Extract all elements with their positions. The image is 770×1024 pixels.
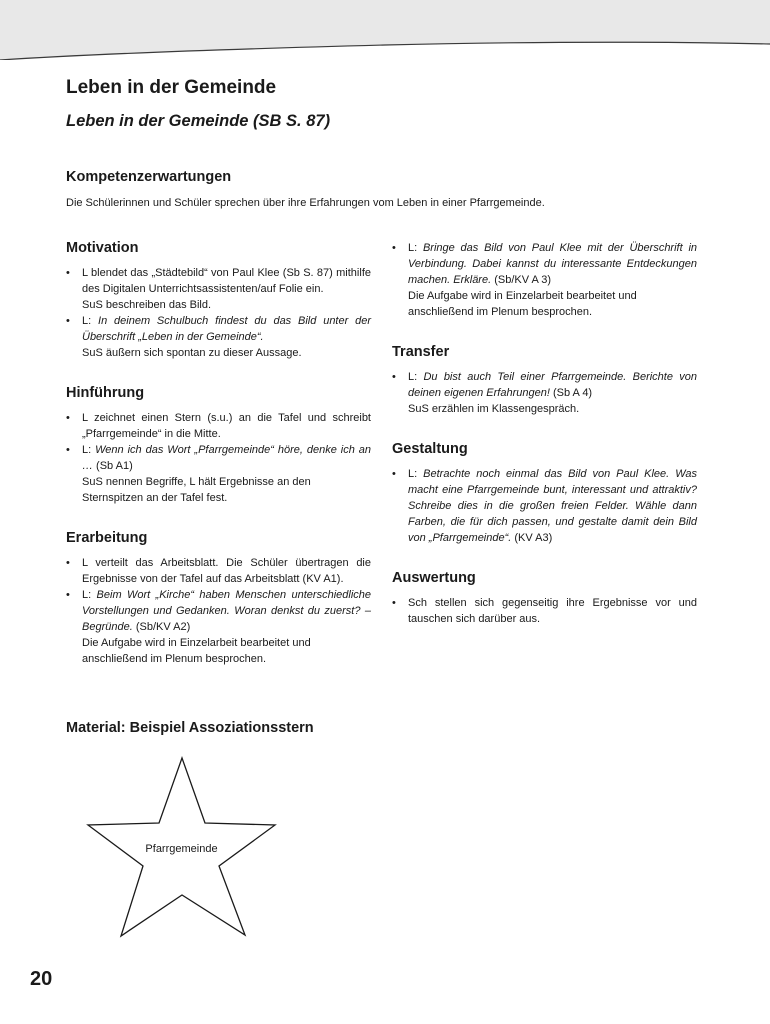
list-item: [66, 442, 371, 506]
list-item: [392, 369, 697, 417]
erarbeitung-continued-list: [392, 240, 697, 320]
page-title: Leben in der Gemeinde: [66, 77, 277, 98]
item-followup: Die Aufgabe wird in Einzelarbeit bearbeitet und anschließend im Plenum besprochen.: [408, 290, 637, 318]
item-followup: SuS beschreiben das Bild.: [82, 299, 212, 311]
list-item: [66, 555, 371, 587]
item-text: L verteilt das Arbeitsblatt. Die Schüler übertragen die Ergebnisse von der Tafel auf das Arbeitsblatt (KV A1).: [82, 557, 371, 585]
motivation-heading: Motivation: [66, 240, 139, 256]
competence-heading: Kompetenzerwartungen: [66, 169, 232, 185]
transfer-heading: Transfer: [392, 344, 450, 360]
page-number: 20: [30, 968, 53, 990]
star-label: Pfarrgemeinde: [145, 843, 218, 855]
auswertung-heading: Auswertung: [392, 570, 476, 586]
gestaltung-list: [392, 466, 697, 546]
list-item: [66, 410, 371, 442]
item-task: Wenn ich das Wort „Pfarrgemeinde“ höre, denke ich an …: [82, 444, 371, 472]
list-item: [392, 595, 697, 627]
hinfuehrung-list: [66, 410, 371, 506]
erarbeitung-list: [66, 555, 371, 667]
item-followup: SuS nennen Begriffe, L hält Ergebnisse an den Sternspitzen an der Tafel fest.: [82, 476, 311, 504]
right-column: [392, 240, 697, 649]
item-text: L zeichnet einen Stern (s.u.) an die Tafel und schreibt „Pfarrgemeinde“ in die Mitte.: [82, 412, 371, 440]
item-task: Bringe das Bild von Paul Klee mit der Überschrift in Verbindung. Dabei kannst du interessante Entdeckungen machen. Erkläre.: [408, 242, 697, 286]
item-reference: (Sb A 4): [549, 387, 593, 399]
item-followup: SuS äußern sich spontan zu dieser Aussage.: [82, 347, 302, 359]
item-task: Beim Wort „Kirche“ haben Menschen unterschiedliche Vorstellungen und Gedanken. Woran denkst du zuerst? – Begründe.: [82, 589, 371, 633]
top-band-decoration: [0, 0, 770, 60]
item-prefix: L:: [408, 468, 424, 480]
item-reference: (KV A3): [511, 532, 553, 544]
item-task: In deinem Schulbuch findest du das Bild unter der Überschrift „Leben in der Gemeinde“.: [82, 315, 372, 343]
auswertung-list: [392, 595, 697, 627]
competence-text: Die Schülerinnen und Schüler sprechen über ihre Erfahrungen vom Leben in einer Pfarrgemeinde.: [66, 197, 545, 209]
material-heading: Material: Beispiel Assoziationsstern: [66, 720, 314, 736]
item-reference: (Sb/KV A2): [132, 621, 191, 633]
item-followup: Die Aufgabe wird in Einzelarbeit bearbeitet und anschließend im Plenum besprochen.: [82, 637, 311, 665]
item-text: Sch stellen sich gegenseitig ihre Ergebnisse vor und tauschen sich darüber aus.: [408, 597, 697, 625]
hinfuehrung-heading: Hinführung: [66, 385, 145, 401]
item-prefix: L:: [408, 242, 423, 254]
left-column: [66, 238, 371, 689]
section-hinfuehrung: [66, 383, 371, 506]
list-item: [66, 587, 371, 667]
section-transfer: [392, 342, 697, 417]
section-erarbeitung: [66, 528, 371, 667]
list-item: [66, 313, 371, 361]
list-item: [392, 466, 697, 546]
item-reference: (Sb A1): [93, 460, 133, 472]
erarbeitung-heading: Erarbeitung: [66, 530, 148, 546]
list-item: [392, 240, 697, 320]
item-followup: SuS erzählen im Klassengespräch.: [408, 403, 580, 415]
item-task: Betrachte noch einmal das Bild von Paul Klee. Was macht eine Pfarrgemeinde bunt, interessant und attraktiv? Schreibe dies in die großen freien Felder. Wähle dann Farben, die für dich passen, und gestalte damit dein Bild von „Pfarrgemeinde“.: [408, 468, 697, 544]
transfer-list: [392, 369, 697, 417]
list-item: [66, 265, 371, 313]
item-task: Du bist auch Teil einer Pfarrgemeinde. Berichte von deinen eigenen Erfahrungen!: [408, 371, 697, 399]
item-prefix: L:: [82, 589, 97, 601]
gestaltung-heading: Gestaltung: [392, 441, 468, 457]
section-erarbeitung-continued: [392, 240, 697, 320]
item-prefix: L:: [82, 444, 96, 456]
section-motivation: [66, 238, 371, 361]
section-gestaltung: [392, 439, 697, 546]
item-reference: (Sb/KV A 3): [491, 274, 552, 286]
page-subtitle: Leben in der Gemeinde (SB S. 87): [66, 112, 331, 130]
motivation-list: [66, 265, 371, 361]
association-star: [85, 755, 285, 940]
section-auswertung: [392, 568, 697, 627]
item-prefix: L:: [82, 315, 99, 327]
item-text: L blendet das „Städtebild“ von Paul Klee (Sb S. 87) mithilfe des Digitalen Unterrichtsassistenten/auf Folie ein.: [82, 267, 371, 295]
item-prefix: L:: [408, 371, 424, 383]
